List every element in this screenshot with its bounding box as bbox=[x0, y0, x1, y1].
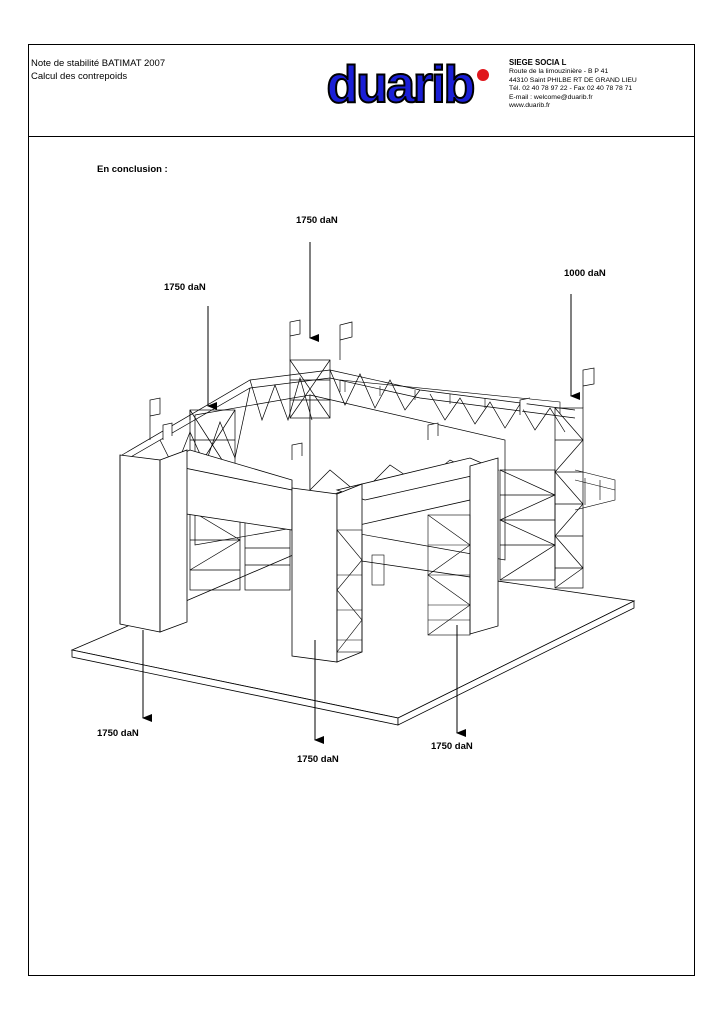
website-line: www.duarib.fr bbox=[509, 102, 551, 110]
load-label-bottom-right: 1750 daN bbox=[431, 741, 473, 752]
load-label-top-center: 1750 daN bbox=[296, 215, 338, 226]
conclusion-heading: En conclusion : bbox=[97, 164, 168, 175]
load-label-bottom-left: 1750 daN bbox=[97, 728, 139, 739]
load-label-top-right: 1000 daN bbox=[564, 268, 606, 279]
logo-text: duarib bbox=[326, 56, 474, 114]
email-line: E-mail : welcome@duarib.fr bbox=[509, 93, 593, 101]
note-title: Note de stabilité BATIMAT 2007 bbox=[31, 58, 166, 69]
note-subtitle: Calcul des contrepoids bbox=[31, 70, 128, 82]
address-line: 44310 Saint PHILBE RT DE GRAND LIEU bbox=[509, 76, 637, 84]
load-label-bottom-center: 1750 daN bbox=[297, 754, 339, 765]
phone-line: Tél. 02 40 78 97 22 - Fax 02 40 78 78 71 bbox=[509, 85, 633, 93]
address-line: Route de la limouzinière - B P 41 bbox=[509, 68, 609, 75]
load-label-top-left: 1750 daN bbox=[164, 282, 206, 293]
company-heading: SIEGE SOCIA L bbox=[509, 58, 567, 67]
